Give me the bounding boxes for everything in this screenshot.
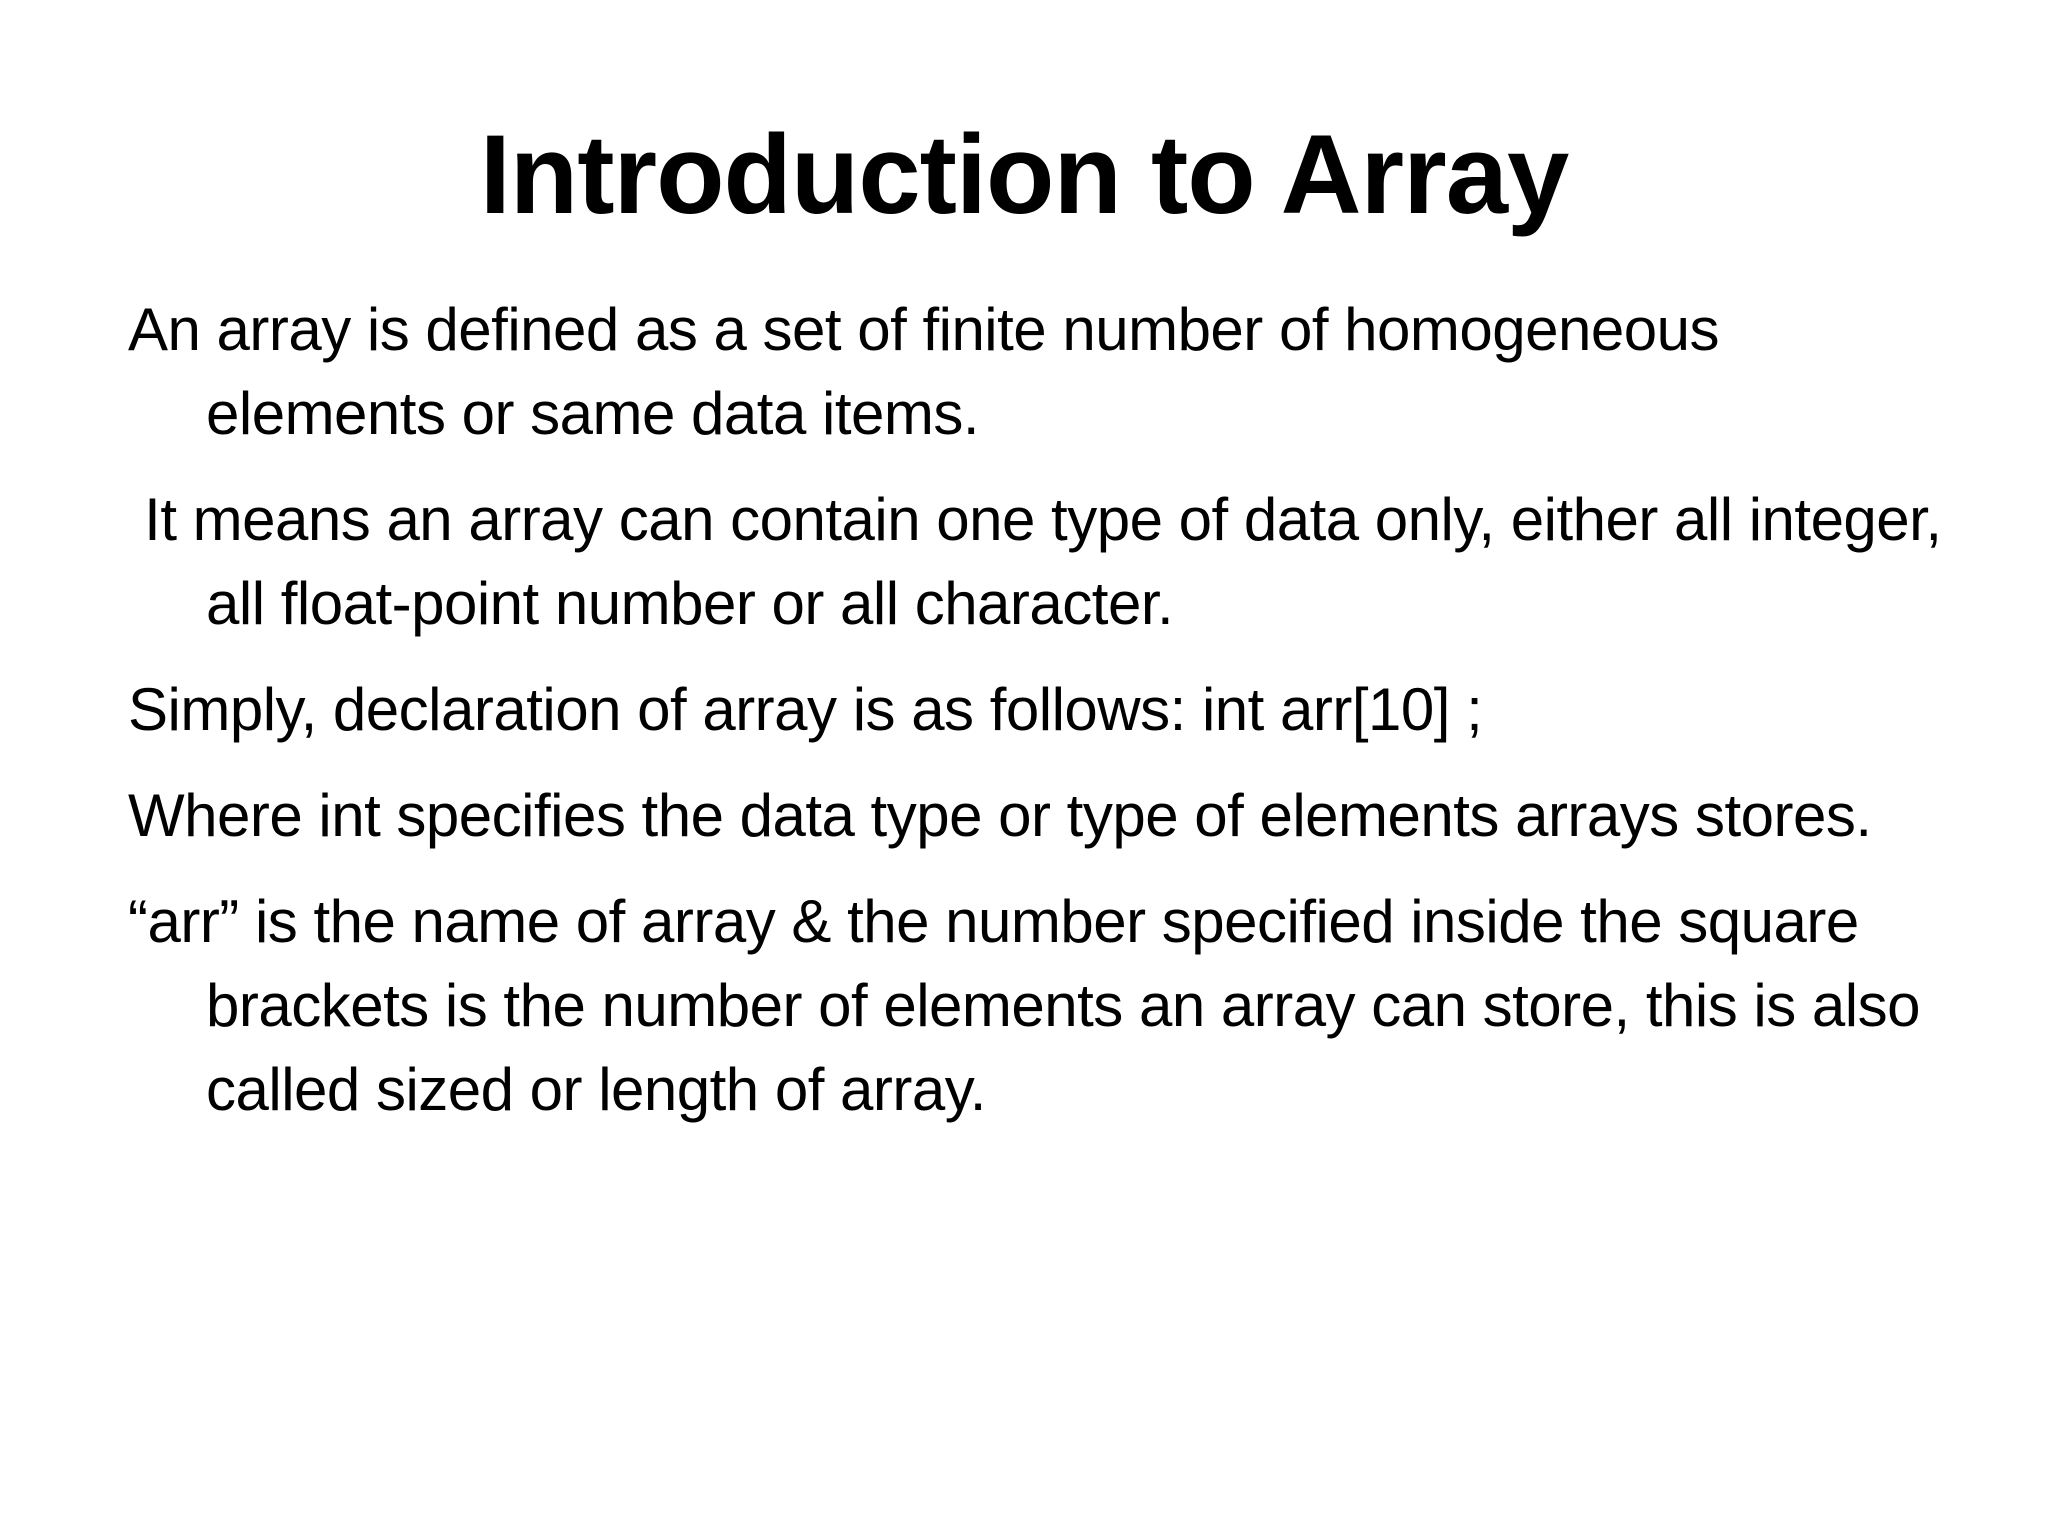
paragraph-arr-name: “arr” is the name of array & the number specified inside the square brackets is the number of elements an array can store, this is also called sized or length of array. xyxy=(128,888,1920,1123)
paragraph-one-type: It means an array can contain one type of data only, either all integer, all float-point number or all character. xyxy=(128,486,1958,637)
paragraph-int-type: Where int specifies the data type or type of elements arrays stores. xyxy=(128,782,1872,849)
paragraph-definition: An array is defined as a set of finite number of homogeneous elements or same data items. xyxy=(128,296,1719,447)
slide-title: Introduction to Array xyxy=(479,112,1569,237)
slide-body xyxy=(128,288,1958,1154)
paragraph-declaration: Simply, declaration of array is as follows: int arr[10] ; xyxy=(128,676,1483,743)
